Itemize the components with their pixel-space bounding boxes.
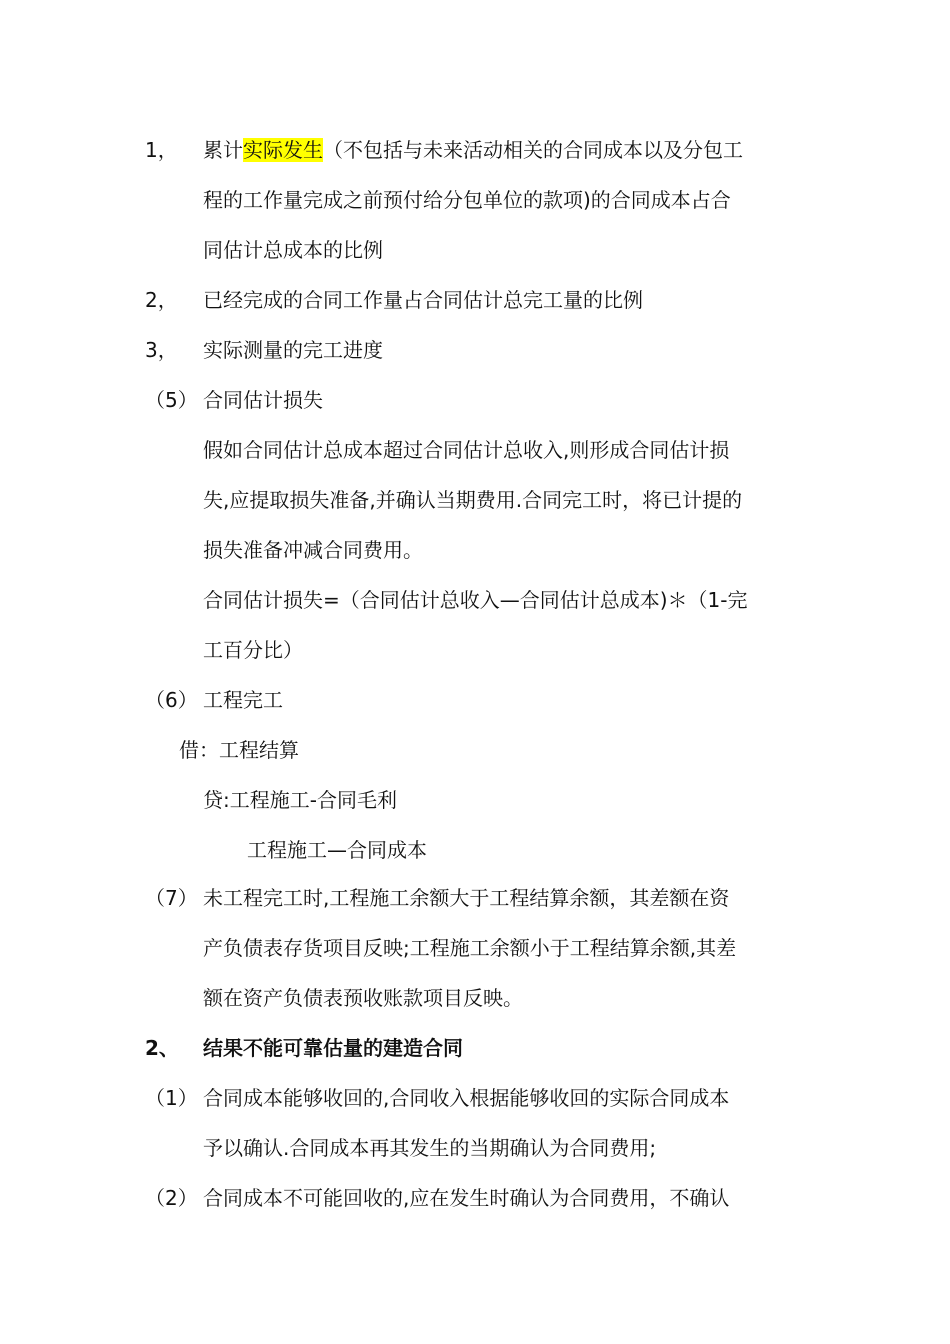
section-number: 2、: [145, 1036, 179, 1060]
formula-text: 工百分比）: [203, 638, 303, 662]
section-2-item-1-line-2: [0, 1128, 950, 1168]
item-1-line-2: [0, 180, 950, 220]
journal-credit-line-2: [0, 830, 950, 870]
formula-text: 合同估计损失=（合同估计总收入—合同估计总成本)＊（1-完: [203, 588, 748, 612]
paragraph-text: 失,应提取损失准备,并确认当期费用.合同完工时，将已计提的: [203, 488, 743, 512]
section-2-item-2-line-1: [0, 1178, 950, 1218]
item-5-formula-line-2: [0, 630, 950, 670]
item-text-pre: 累计: [203, 138, 243, 162]
paragraph-text: 损失准备冲减合同费用。: [203, 538, 423, 562]
item-text: 未工程完工时,工程施工余额大于工程结算余额，其差额在资: [203, 886, 730, 910]
item-7-line-3: [0, 978, 950, 1018]
item-number: 3，: [145, 338, 178, 362]
item-text-rest: （不包括与未来活动相关的合同成本以及分包工: [323, 138, 743, 162]
item-number: 2，: [145, 288, 178, 312]
item-text: 产负债表存货项目反映;工程施工余额小于工程结算余额,其差: [203, 936, 737, 960]
item-text: [203, 130, 743, 170]
item-2: [0, 280, 950, 320]
item-6-heading: [0, 680, 950, 720]
journal-debit-line: [0, 730, 950, 770]
item-3: [0, 330, 950, 370]
item-text: 实际测量的完工进度: [203, 338, 383, 362]
journal-credit-line: [0, 780, 950, 820]
paragraph-text: 假如合同估计总成本超过合同估计总收入,则形成合同估计损: [203, 438, 730, 462]
item-7-line-1: [0, 878, 950, 918]
item-5-heading: [0, 380, 950, 420]
item-title: 合同估计损失: [203, 388, 323, 412]
journal-entry-text: 工程施工—合同成本: [247, 838, 427, 862]
item-text: 额在资产负债表预收账款项目反映。: [203, 986, 523, 1010]
item-number: （5）: [145, 388, 198, 412]
item-number: （6）: [145, 688, 198, 712]
item-number: （7）: [145, 886, 198, 910]
item-title: 工程完工: [203, 688, 283, 712]
item-text: 合同成本能够收回的,合同收入根据能够收回的实际合同成本: [203, 1086, 730, 1110]
highlighted-text: 实际发生: [243, 138, 323, 162]
item-text: 合同成本不可能回收的,应在发生时确认为合同费用，不确认: [203, 1186, 730, 1210]
journal-entry-text: 借：工程结算: [179, 738, 299, 762]
item-1-line-1: [0, 130, 950, 170]
section-2-heading: [0, 1028, 950, 1068]
item-5-paragraph-line-1: [0, 430, 950, 470]
section-2-item-1-line-1: [0, 1078, 950, 1118]
item-number: 1，: [145, 138, 178, 162]
item-number: （2）: [145, 1186, 198, 1210]
item-1-line-3: [0, 230, 950, 270]
item-text: 已经完成的合同工作量占合同估计总完工量的比例: [203, 288, 643, 312]
item-5-paragraph-line-2: [0, 480, 950, 520]
item-7-line-2: [0, 928, 950, 968]
item-text: 予以确认.合同成本再其发生的当期确认为合同费用;: [203, 1136, 657, 1160]
journal-entry-text: 贷:工程施工-合同毛利: [203, 788, 397, 812]
item-5-paragraph-line-3: [0, 530, 950, 570]
item-text: 同估计总成本的比例: [203, 238, 383, 262]
section-title: 结果不能可靠估量的建造合同: [203, 1036, 463, 1060]
item-number: （1）: [145, 1086, 198, 1110]
item-5-formula-line-1: [0, 580, 950, 620]
item-text: 程的工作量完成之前预付给分包单位的款项)的合同成本占合: [203, 188, 731, 212]
